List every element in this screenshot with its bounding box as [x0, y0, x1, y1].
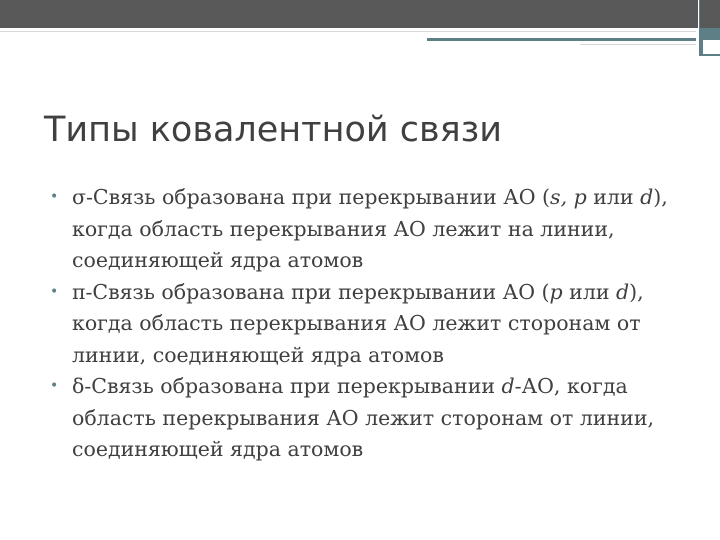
- orbital-symbol: d: [501, 374, 515, 398]
- orbital-symbol: d: [640, 185, 654, 209]
- orbital-symbol: p: [549, 279, 563, 304]
- corner-strip: [700, 0, 720, 28]
- bullet-icon: •: [50, 283, 59, 300]
- bullet-item-sigma: [50, 182, 690, 277]
- corner-accent-notch: [703, 40, 720, 54]
- bullet-text: δ-Связь образована при перекрывании: [72, 374, 502, 398]
- slide-title: Типы ковалентной связи: [44, 110, 503, 150]
- header-rule: [0, 31, 696, 32]
- orbital-symbol: d: [616, 279, 630, 304]
- orbital-symbol: s, p: [550, 185, 587, 209]
- bullet-item-delta: [50, 371, 690, 466]
- bullet-item-pi: [50, 277, 690, 372]
- accent-rule: [427, 38, 696, 41]
- bullet-text: ), когда область перекрывания АО лежит на линии, соединяющей ядра атомов: [72, 185, 668, 272]
- bullet-text: -АО, когда область перекрывания АО лежит сторонам от линии, соединяющей ядра атомов: [72, 374, 655, 461]
- top-bar: [0, 0, 698, 28]
- bullet-icon: •: [50, 378, 59, 394]
- bullet-text: π-Связь образована при перекрывании АО (: [72, 279, 550, 304]
- header-rule-short: [580, 44, 696, 45]
- bullet-text: или: [586, 185, 641, 209]
- bullet-list: [50, 182, 690, 466]
- bullet-text: ), когда область перекрывания АО лежит сторонам от линии, соединяющей ядра атомов: [72, 279, 644, 367]
- bullet-text: или: [562, 279, 617, 304]
- bullet-text: σ-Связь образована при перекрывании АО (: [72, 185, 551, 209]
- bullet-icon: •: [50, 189, 59, 205]
